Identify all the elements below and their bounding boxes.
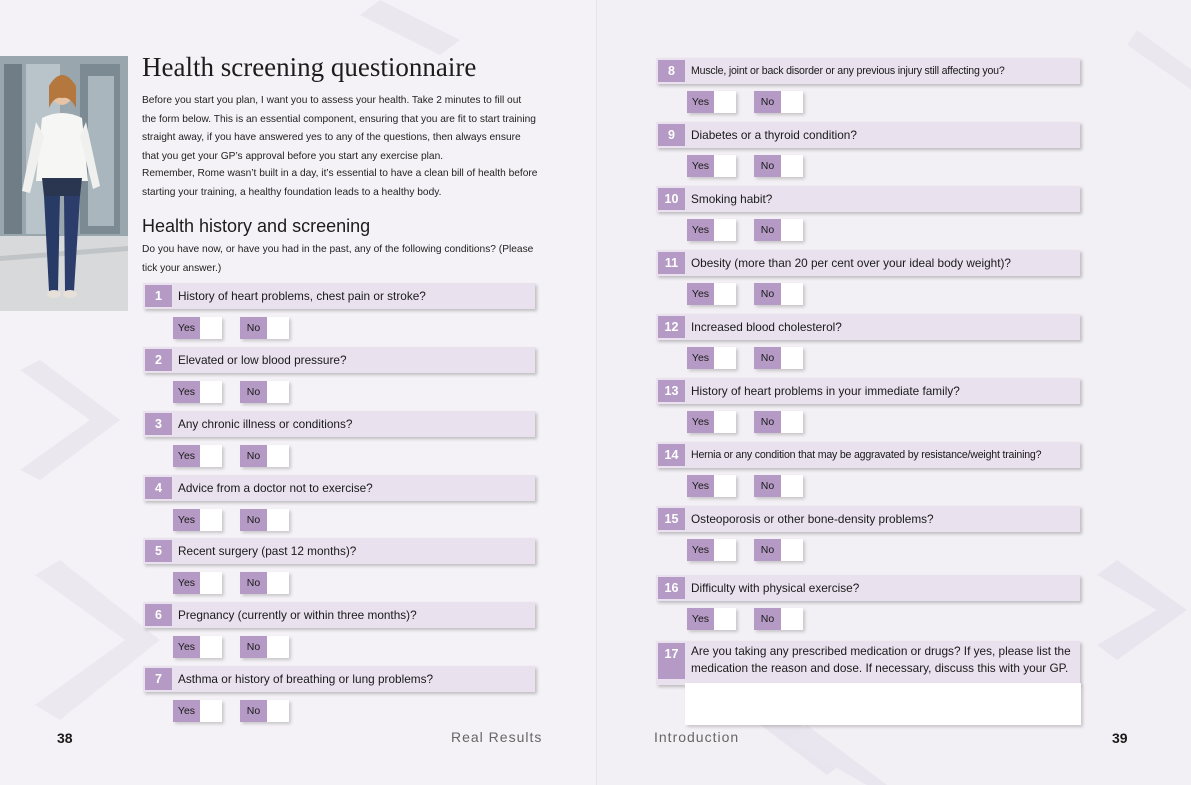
yes-checkbox[interactable] xyxy=(687,411,736,433)
yes-label: Yes xyxy=(173,381,200,403)
yes-checkbox[interactable] xyxy=(687,91,736,113)
question-10 xyxy=(656,186,1080,212)
page-number-left: 38 xyxy=(57,730,73,746)
question-number: 4 xyxy=(145,477,172,499)
question-text: History of heart problems, chest pain or stroke? xyxy=(178,289,426,303)
yes-label: Yes xyxy=(687,155,714,177)
no-label: No xyxy=(240,636,267,658)
intro-paragraph-1: Before you start you plan, I want you to assess your health. Take 2 minutes to fill out the form below. This is an essential component, ensuring that you are fit to start training straight away, if you have answered yes to any of the questions, then always ensure that you get your GP’s approval before you start any exercise plan. xyxy=(142,95,536,162)
question-text: Diabetes or a thyroid condition? xyxy=(691,128,857,142)
question-text: Increased blood cholesterol? xyxy=(691,320,842,334)
yes-checkbox[interactable] xyxy=(687,475,736,497)
question-text: Recent surgery (past 12 months)? xyxy=(178,544,357,558)
no-checkbox[interactable] xyxy=(240,317,289,339)
no-checkbox[interactable] xyxy=(754,155,803,177)
question-13 xyxy=(656,378,1080,404)
question-number: 14 xyxy=(658,444,685,466)
question-14 xyxy=(656,442,1080,468)
question-text: History of heart problems in your immediate family? xyxy=(691,384,960,398)
question-text: Are you taking any prescribed medication or drugs? If yes, please list the medication the reason and dose. If necessary, discuss this with your GP. xyxy=(691,644,1071,675)
yes-label: Yes xyxy=(173,317,200,339)
question-text: Pregnancy (currently or within three months)? xyxy=(178,608,417,622)
question-number: 8 xyxy=(658,60,685,82)
no-label: No xyxy=(754,347,781,369)
footer-book-title: Real Results xyxy=(451,729,543,745)
no-checkbox[interactable] xyxy=(240,636,289,658)
question-15 xyxy=(656,506,1080,532)
no-label: No xyxy=(240,445,267,467)
question-number: 15 xyxy=(658,508,685,530)
yes-checkbox[interactable] xyxy=(173,572,222,594)
yes-label: Yes xyxy=(687,219,714,241)
yes-checkbox[interactable] xyxy=(173,636,222,658)
yes-label: Yes xyxy=(173,636,200,658)
no-label: No xyxy=(240,317,267,339)
no-checkbox[interactable] xyxy=(754,411,803,433)
question-number: 17 xyxy=(658,643,685,679)
yes-checkbox[interactable] xyxy=(173,381,222,403)
yes-checkbox[interactable] xyxy=(173,317,222,339)
no-label: No xyxy=(240,700,267,722)
question-number: 6 xyxy=(145,604,172,626)
question-3 xyxy=(143,411,535,437)
question-8 xyxy=(656,58,1080,84)
question-text: Asthma or history of breathing or lung problems? xyxy=(178,672,434,686)
question-number: 12 xyxy=(658,316,685,338)
question-number: 1 xyxy=(145,285,172,307)
no-label: No xyxy=(754,475,781,497)
question-number: 11 xyxy=(658,252,685,274)
question-2 xyxy=(143,347,535,373)
question-6 xyxy=(143,602,535,628)
yes-label: Yes xyxy=(687,608,714,630)
no-label: No xyxy=(754,155,781,177)
section-subtitle: Health history and screening xyxy=(142,216,371,236)
woman-walking-photo xyxy=(0,56,128,311)
yes-label: Yes xyxy=(173,509,200,531)
question-text: Elevated or low blood pressure? xyxy=(178,353,347,367)
no-label: No xyxy=(754,91,781,113)
no-checkbox[interactable] xyxy=(754,475,803,497)
question-12 xyxy=(656,314,1080,340)
no-label: No xyxy=(240,509,267,531)
question-text: Smoking habit? xyxy=(691,192,773,206)
question-1 xyxy=(143,283,535,309)
footer-section-title: Introduction xyxy=(654,729,740,745)
no-checkbox[interactable] xyxy=(240,509,289,531)
no-checkbox[interactable] xyxy=(754,91,803,113)
question-text: Advice from a doctor not to exercise? xyxy=(178,481,373,495)
page-number-right: 39 xyxy=(1112,730,1128,746)
no-checkbox[interactable] xyxy=(754,283,803,305)
question-number: 5 xyxy=(145,540,172,562)
yes-checkbox[interactable] xyxy=(173,700,222,722)
question-number: 16 xyxy=(658,577,685,599)
yes-checkbox[interactable] xyxy=(173,445,222,467)
no-checkbox[interactable] xyxy=(240,381,289,403)
question-5 xyxy=(143,538,535,564)
no-label: No xyxy=(754,411,781,433)
question-17 xyxy=(656,641,1080,685)
intro-paragraph-2: Remember, Rome wasn’t built in a day, it’s essential to have a clean bill of health before starting your training, a healthy foundation leads to a healthy body. xyxy=(142,168,538,198)
question-9 xyxy=(656,122,1080,148)
question-text: Hernia or any condition that may be aggravated by resistance/weight training? xyxy=(691,449,1042,461)
no-checkbox[interactable] xyxy=(240,445,289,467)
question-text: Difficulty with physical exercise? xyxy=(691,581,860,595)
question-text: Muscle, joint or back disorder or any previous injury still affecting you? xyxy=(691,65,1005,77)
yes-label: Yes xyxy=(687,347,714,369)
yes-label: Yes xyxy=(687,411,714,433)
yes-label: Yes xyxy=(687,91,714,113)
question-number: 3 xyxy=(145,413,172,435)
yes-checkbox[interactable] xyxy=(173,509,222,531)
question-4 xyxy=(143,475,535,501)
no-checkbox[interactable] xyxy=(754,219,803,241)
question-number: 13 xyxy=(658,380,685,402)
question-text: Osteoporosis or other bone-density problems? xyxy=(691,512,934,526)
yes-checkbox[interactable] xyxy=(687,283,736,305)
yes-label: Yes xyxy=(173,700,200,722)
yes-label: Yes xyxy=(687,283,714,305)
no-label: No xyxy=(240,572,267,594)
yes-checkbox[interactable] xyxy=(687,219,736,241)
no-checkbox[interactable] xyxy=(754,539,803,561)
no-label: No xyxy=(754,283,781,305)
instruction-text: Do you have now, or have you had in the past, any of the following conditions? (Please tick your answer.) xyxy=(142,244,534,274)
no-label: No xyxy=(754,608,781,630)
yes-checkbox[interactable] xyxy=(687,539,736,561)
medication-answer-field[interactable] xyxy=(685,683,1081,725)
no-checkbox[interactable] xyxy=(240,700,289,722)
yes-checkbox[interactable] xyxy=(687,608,736,630)
no-checkbox[interactable] xyxy=(240,572,289,594)
question-number: 10 xyxy=(658,188,685,210)
no-checkbox[interactable] xyxy=(754,608,803,630)
yes-label: Yes xyxy=(687,475,714,497)
question-text: Obesity (more than 20 per cent over your ideal body weight)? xyxy=(691,256,1011,270)
no-label: No xyxy=(754,539,781,561)
no-label: No xyxy=(240,381,267,403)
question-7 xyxy=(143,666,535,692)
yes-checkbox[interactable] xyxy=(687,155,736,177)
question-number: 9 xyxy=(658,124,685,146)
no-checkbox[interactable] xyxy=(754,347,803,369)
question-number: 7 xyxy=(145,668,172,690)
no-label: No xyxy=(754,219,781,241)
yes-checkbox[interactable] xyxy=(687,347,736,369)
question-text: Any chronic illness or conditions? xyxy=(178,417,353,431)
yes-label: Yes xyxy=(173,572,200,594)
question-number: 2 xyxy=(145,349,172,371)
page-title: Health screening questionnaire xyxy=(142,52,477,82)
yes-label: Yes xyxy=(687,539,714,561)
question-16 xyxy=(656,575,1080,601)
yes-label: Yes xyxy=(173,445,200,467)
question-11 xyxy=(656,250,1080,276)
